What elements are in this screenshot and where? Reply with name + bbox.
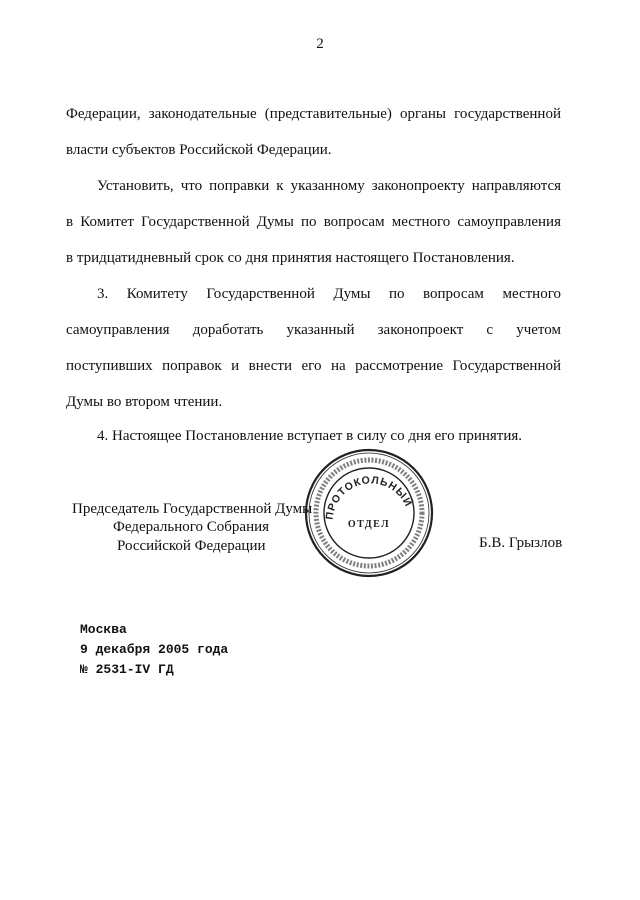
footer-date: 9 декабря 2005 года — [80, 642, 229, 657]
text-line: власти субъектов Российской Федерации. — [66, 142, 332, 158]
text-line: самоуправления доработать указанный законопроект с учетом — [66, 322, 561, 338]
paragraph-1 — [66, 96, 561, 168]
text-line: поступивших поправок и внести его на рассмотрение Государственной — [66, 358, 561, 374]
document-footer — [80, 620, 228, 680]
text-line: в тридцатидневный срок со дня принятия настоящего Постановления. — [66, 250, 515, 266]
signatory-title-line: Председатель Государственной Думы — [72, 501, 313, 517]
footer-number: № 2531-IV ГД — [80, 662, 174, 677]
stamp-text-top: ПРОТОКОЛЬНЫЙ — [323, 474, 415, 521]
paragraph-3 — [66, 276, 561, 420]
footer-city: Москва — [80, 622, 127, 637]
paragraph-2 — [66, 168, 561, 276]
text-line: Думы во втором чтении. — [66, 394, 223, 410]
stamp-text-bottom: ОТДЕЛ — [347, 519, 391, 530]
text-line: 3. Комитету Государственной Думы по вопросам местного — [97, 286, 561, 302]
page-number: 2 — [316, 36, 324, 52]
text-line: 4. Настоящее Постановление вступает в силу со дня его принятия. — [97, 428, 523, 444]
signatory-title-line: Российской Федерации — [117, 538, 266, 554]
signatory-title-line: Федерального Собрания — [113, 519, 270, 535]
signatory-name: Б.В. Грызлов — [479, 535, 563, 551]
text-line: в Комитет Государственной Думы по вопросам местного самоуправления — [66, 214, 561, 230]
text-line: Установить, что поправки к указанному законопроекту направляются — [97, 178, 561, 194]
text-line: Федерации, законодательные (представительные) органы государственной — [66, 106, 561, 122]
official-stamp — [303, 447, 435, 579]
